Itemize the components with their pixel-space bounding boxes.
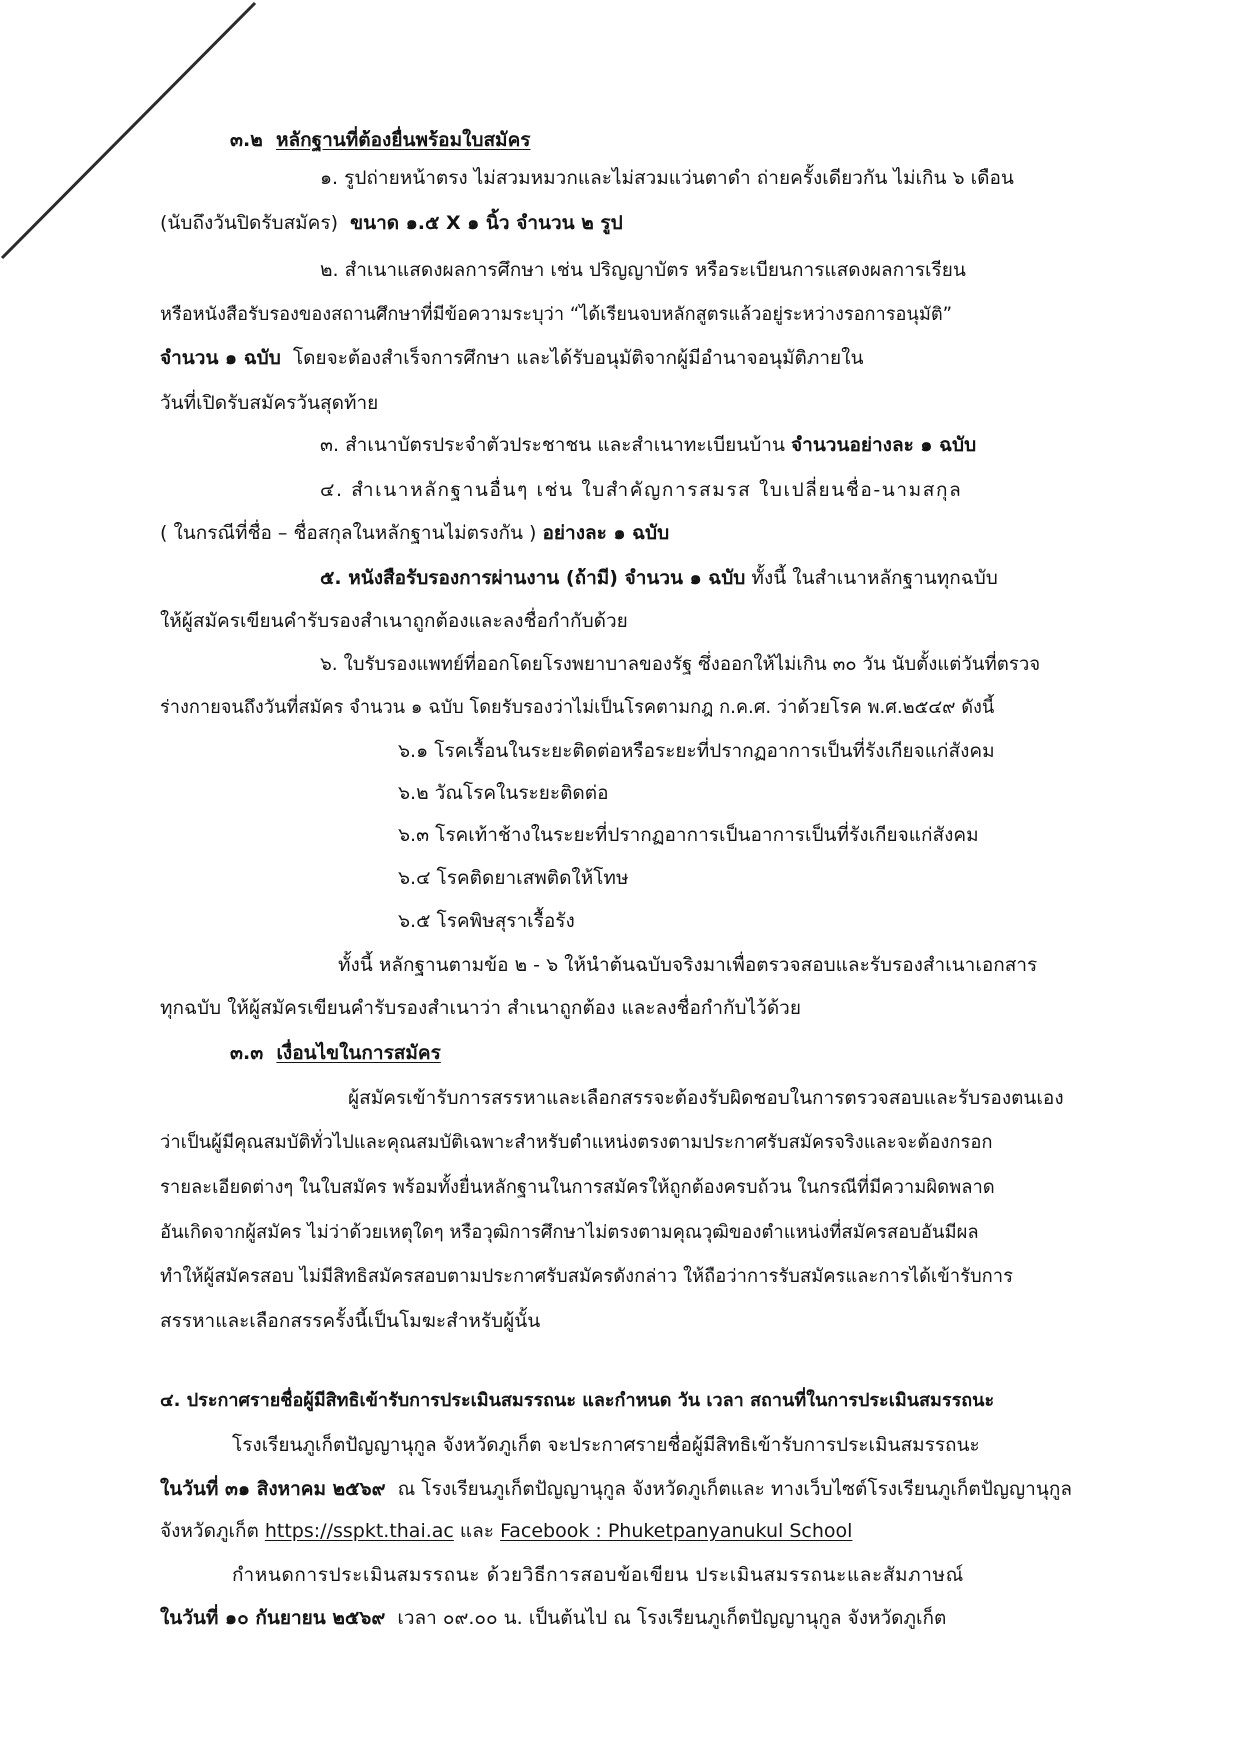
item-5-line-1 — [320, 565, 998, 591]
evidence-note-line-1: ทั้งนี้ หลักฐานตามข้อ ๒ - ๖ ให้นำต้นฉบับจริงมาเพื่อตรวจสอบและรับรองสำเนาเอกสาร — [338, 954, 1038, 976]
section-number: ๓.๒ — [230, 129, 263, 151]
item-1-line-1: ๑. รูปถ่ายหน้าตรง ไม่สวมหมวกและไม่สวมแว่นตาดำ ถ่ายครั้งเดียวกัน ไม่เกิน ๖ เดือน — [320, 167, 1014, 189]
item-5-text: ๕. หนังสือรับรองการผ่านงาน (ถ้ามี) จำนวน ๑ ฉบับ — [320, 567, 746, 589]
disease-item: ๖.๓ โรคเท้าช้างในระยะที่ปรากฏอาการเป็นอาการเป็นที่รังเกียจแก่สังคม — [398, 824, 979, 846]
item-2-line-4: วันที่เปิดรับสมัครวันสุดท้าย — [160, 392, 379, 414]
province-text: จังหวัดภูเก็ต — [160, 1520, 259, 1542]
facebook-link[interactable]: Facebook : Phuketpanyanukul School — [500, 1520, 853, 1542]
section-3-2-heading — [230, 127, 531, 153]
item-3-count: จำนวนอย่างละ ๑ ฉบับ — [791, 434, 977, 456]
item-2-line-1: ๒. สำเนาแสดงผลการศึกษา เช่น ปริญญาบัตร หรือระเบียนการแสดงผลการเรียน — [320, 259, 966, 281]
item-5-note: ทั้งนี้ ในสำเนาหลักฐานทุกฉบับ — [751, 567, 998, 589]
assessment-time-location: เวลา ๐๙.๐๐ น. เป็นต้นไป ณ โรงเรียนภูเก็ตปัญญานุกูล จังหวัดภูเก็ต — [397, 1607, 947, 1629]
item-2-line-2: หรือหนังสือรับรองของสถานศึกษาที่มีข้อความระบุว่า “ได้เรียนจบหลักสูตรแล้วอยู่ระหว่างรอการอนุมัติ” — [160, 304, 953, 325]
conditions-line: สรรหาและเลือกสรรครั้งนี้เป็นโมฆะสำหรับผู้นั้น — [160, 1310, 541, 1332]
conditions-line: รายละเอียดต่างๆ ในใบสมัคร พร้อมทั้งยื่นหลักฐานในการสมัครให้ถูกต้องครบถ้วน ในกรณีที่มีความผิดพลาด — [160, 1177, 995, 1198]
section-4-para-2-line-2 — [160, 1605, 946, 1631]
item-6-line-2: ร่างกายจนถึงวันที่สมัคร จำนวน ๑ ฉบับ โดยรับรองว่าไม่เป็นโรคตามกฎ ก.ค.ศ. ว่าด้วยโรค พ.ศ.๒๕๔๙ ดังนี้ — [160, 697, 995, 718]
conditions-line: ผู้สมัครเข้ารับการสรรหาและเลือกสรรจะต้องรับผิดชอบในการตรวจสอบและรับรองตนเอง — [348, 1087, 1064, 1109]
item-3-line — [320, 432, 976, 458]
item-1-line-2 — [160, 210, 623, 236]
and-text: และ — [459, 1520, 495, 1542]
assessment-date: ในวันที่ ๑๐ กันยายน ๒๕๖๙ — [160, 1607, 386, 1629]
section-4-heading: ๔. ประกาศรายชื่อผู้มีสิทธิเข้ารับการประเมินสมรรถนะ และกำหนด วัน เวลา สถานที่ในการประเมินสมรรถนะ — [160, 1390, 995, 1411]
announce-location: ณ โรงเรียนภูเก็ตปัญญานุกูล จังหวัดภูเก็ตและ ทางเว็บไซต์โรงเรียนภูเก็ตปัญญานุกูล — [397, 1478, 1072, 1500]
conditions-line: ว่าเป็นผู้มีคุณสมบัติทั่วไปและคุณสมบัติเฉพาะสำหรับตำแหน่งตรงตามประกาศรับสมัครจริงและจะต้องกรอก — [160, 1132, 993, 1153]
item-4-count: อย่างละ ๑ ฉบับ — [542, 522, 670, 544]
item-3-text: ๓. สำเนาบัตรประจำตัวประชาชน และสำเนาทะเบียนบ้าน — [320, 434, 785, 456]
disease-item: ๖.๒ วัณโรคในระยะติดต่อ — [398, 782, 609, 804]
conditions-line: อันเกิดจากผู้สมัคร ไม่ว่าด้วยเหตุใดๆ หรือวุฒิการศึกษาไม่ตรงตามคุณวุฒิของตำแหน่งที่สมัครสอบอันมีผล — [160, 1222, 979, 1243]
item-2-count: จำนวน ๑ ฉบับ — [160, 347, 281, 369]
section-4-para-1-line-1: โรงเรียนภูเก็ตปัญญานุกูล จังหวัดภูเก็ต จะประกาศรายชื่อผู้มีสิทธิเข้ารับการประเมินสมรรถนะ — [232, 1434, 980, 1456]
item-1-size: ขนาด ๑.๕ X ๑ นิ้ว จำนวน ๒ รูป — [350, 212, 623, 234]
section-3-3-heading — [230, 1040, 441, 1066]
conditions-line: ทำให้ผู้สมัครสอบ ไม่มีสิทธิสมัครสอบตามประกาศรับสมัครดังกล่าว ให้ถือว่าการรับสมัครและการได้เข้ารับการ — [160, 1266, 1014, 1287]
evidence-note-line-2: ทุกฉบับ ให้ผู้สมัครเขียนคำรับรองสำเนาว่า สำเนาถูกต้อง และลงชื่อกำกับไว้ด้วย — [160, 997, 801, 1019]
item-1-note: (นับถึงวันปิดรับสมัคร) — [160, 212, 339, 234]
disease-item: ๖.๑ โรคเรื้อนในระยะติดต่อหรือระยะที่ปรากฏอาการเป็นที่รังเกียจแก่สังคม — [398, 740, 995, 762]
disease-item: ๖.๕ โรคพิษสุราเรื้อรัง — [398, 910, 575, 932]
item-5-line-2: ให้ผู้สมัครเขียนคำรับรองสำเนาถูกต้องและลงชื่อกำกับด้วย — [160, 610, 628, 632]
section-4-para-1-line-2 — [160, 1476, 1072, 1502]
item-4-note: ( ในกรณีที่ชื่อ – ชื่อสกุลในหลักฐานไม่ตรงกัน ) — [160, 522, 537, 544]
item-6-line-1: ๖. ใบรับรองแพทย์ที่ออกโดยโรงพยาบาลของรัฐ ซึ่งออกให้ไม่เกิน ๓๐ วัน นับตั้งแต่วันที่ตรวจ — [320, 654, 1041, 675]
disease-item: ๖.๔ โรคติดยาเสพติดให้โทษ — [398, 867, 629, 889]
section-4-para-1-line-3 — [160, 1518, 852, 1544]
section-title: เงื่อนไขในการสมัคร — [276, 1042, 441, 1064]
section-title: หลักฐานที่ต้องยื่นพร้อมใบสมัคร — [275, 129, 531, 151]
announce-date: ในวันที่ ๓๑ สิงหาคม ๒๕๖๙ — [160, 1478, 386, 1500]
item-2-condition: โดยจะต้องสำเร็จการศึกษา และได้รับอนุมัติจากผู้มีอำนาจอนุมัติภายใน — [292, 347, 864, 369]
item-4-line-1: ๔. สำเนาหลักฐานอื่นๆ เช่น ใบสำคัญการสมรส ใบเปลี่ยนชื่อ-นามสกุล — [320, 479, 963, 501]
website-link[interactable]: https://sspkt.thai.ac — [264, 1520, 454, 1542]
item-2-line-3 — [160, 345, 863, 371]
section-number: ๓.๓ — [230, 1042, 264, 1064]
section-4-para-2-line-1: กำหนดการประเมินสมรรถนะ ด้วยวิธีการสอบข้อเขียน ประเมินสมรรถนะและสัมภาษณ์ — [232, 1564, 964, 1586]
item-4-line-2 — [160, 520, 669, 546]
